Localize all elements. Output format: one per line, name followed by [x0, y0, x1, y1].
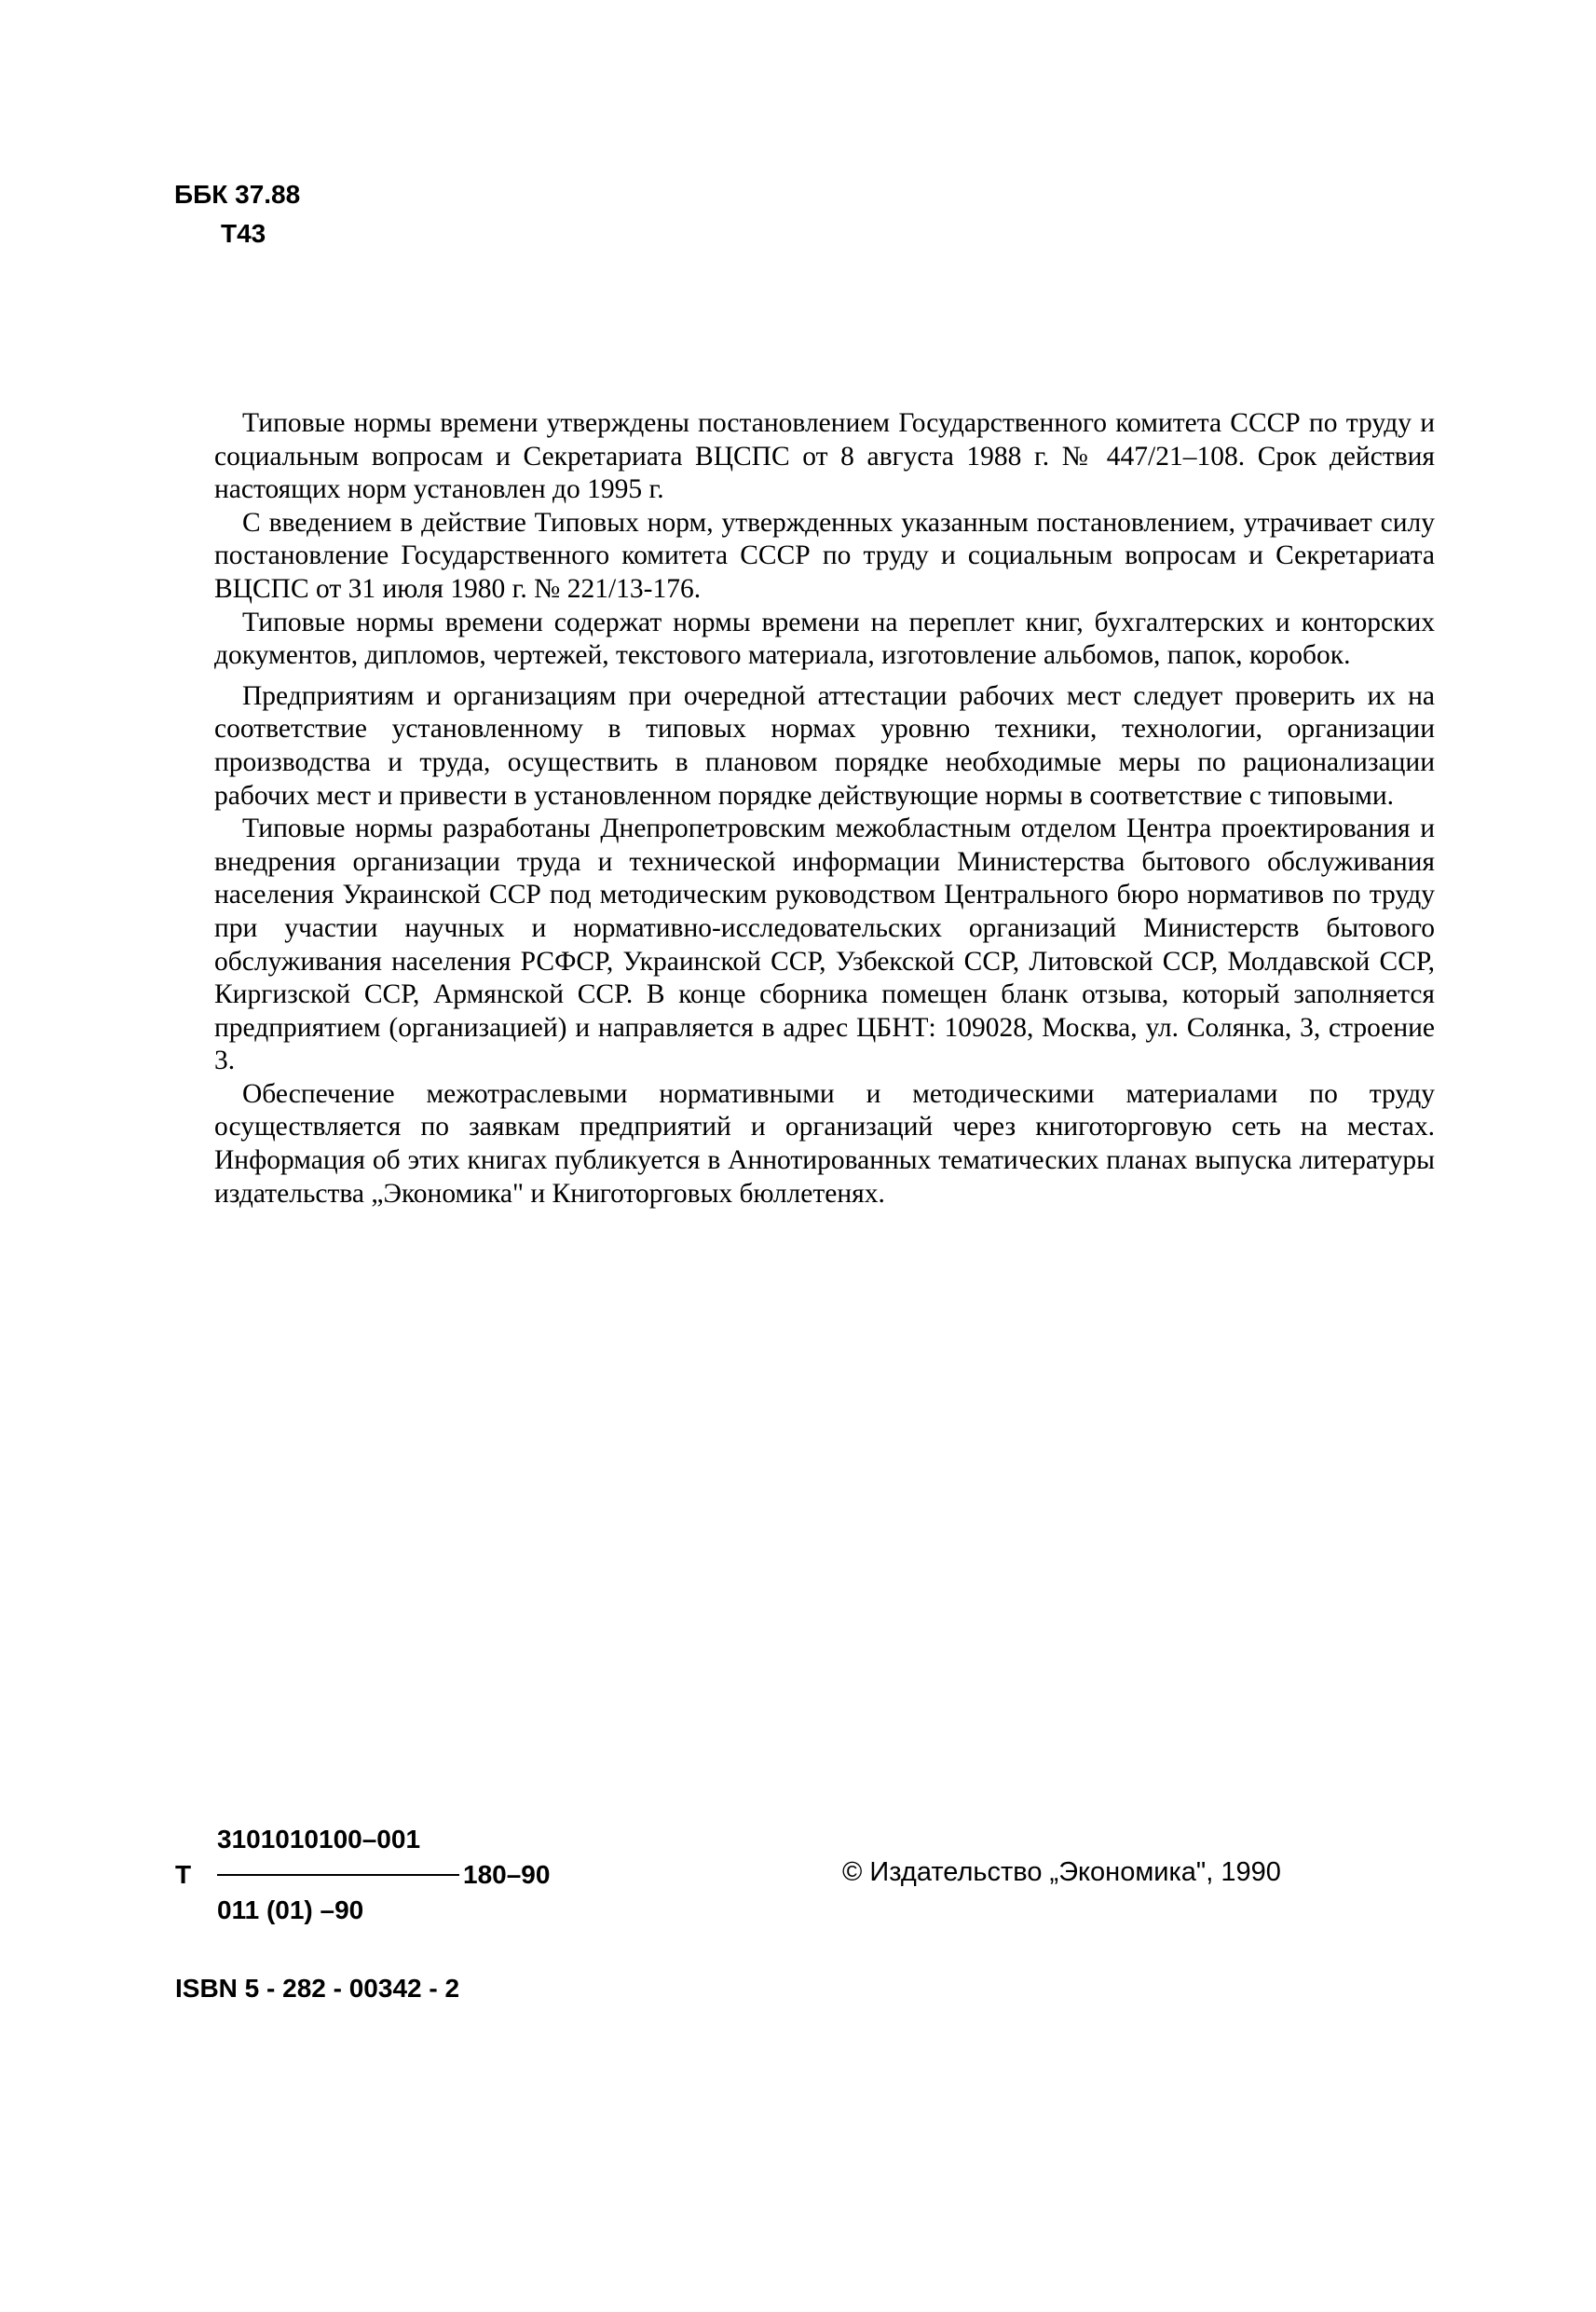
publication-code — [175, 1822, 550, 1928]
code-numerator: 3101010100–001 — [217, 1825, 421, 1854]
fraction-line — [217, 1874, 459, 1876]
paragraph: Типовые нормы разработаны Днепропетровским межобластным отделом Центра проектирования и внедрения организации труда и технической информации Министерства бытового обслуживания населения Украинской ССР под методическим руководством Центрального бюро нормативов по труду при участии научных и нормативно-исследовательских организаций Министерств бытового обслуживания населения РСФСР, Украинской ССР, Узбекской ССР, Литовской ССР, Молдавской ССР, Киргизской ССР, Армянской ССР. В конце сборника помещен бланк отзыва, который заполняется предприятием (организацией) и направляется в адрес ЦБНТ: 109028, Москва, ул. Солянка, 3, строение 3. — [214, 814, 1435, 1076]
document-body — [214, 407, 1435, 1211]
paragraph: Типовые нормы времени содержат нормы времени на переплет книг, бухгалтерских и конторских документов, дипломов, чертежей, текстового материала, изготовление альбомов, папок, коробок. — [214, 607, 1435, 671]
code-denominator: 011 (01) –90 — [217, 1895, 364, 1924]
code-suffix: 180–90 — [463, 1860, 551, 1889]
classification-header — [174, 175, 300, 253]
paragraph: Типовые нормы времени утверждены постановлением Государственного комитета СССР по труду и социальным вопросам и Секретариата ВЦСПС от 8 августа 1988 г. № 447/21–108. Срок действия настоящих норм установлен до 1995 г. — [214, 408, 1435, 505]
author-mark: Т43 — [221, 219, 266, 248]
bbk-code: ББК 37.88 — [174, 180, 301, 209]
paragraph: Обеспечение межотраслевыми нормативными и методическими материалами по труду осуществляется по заявкам предприятий и организаций через книготорговую сеть на местах. Информация об этих книгах публикуется в Аннотированных тематических планах выпуска литературы издательства „Экономика" и Книготорговых бюллетенях. — [214, 1078, 1435, 1209]
paragraph: Предприятиям и организациям при очередной аттестации рабочих мест следует проверить их на соответствие установленному в типовых нормах уровню техники, технологии, организации производства и труда, осуществить в плановом порядке необходимые меры по рационализации рабочих мест и привести в установленном порядке действующие нормы в соответствие с типовыми. — [214, 680, 1435, 811]
paragraph: С введением в действие Типовых норм, утвержденных указанным постановлением, утрачивает силу постановление Государственного комитета СССР по труду и социальным вопросам и Секретариата ВЦСПС от 31 июля 1980 г. № 221/13-176. — [214, 507, 1435, 604]
copyright: © Издательство „Экономика", 1990 — [842, 1857, 1281, 1887]
isbn: ISBN 5 - 282 - 00342 - 2 — [175, 1974, 460, 2003]
code-letter: Т — [175, 1860, 192, 1889]
